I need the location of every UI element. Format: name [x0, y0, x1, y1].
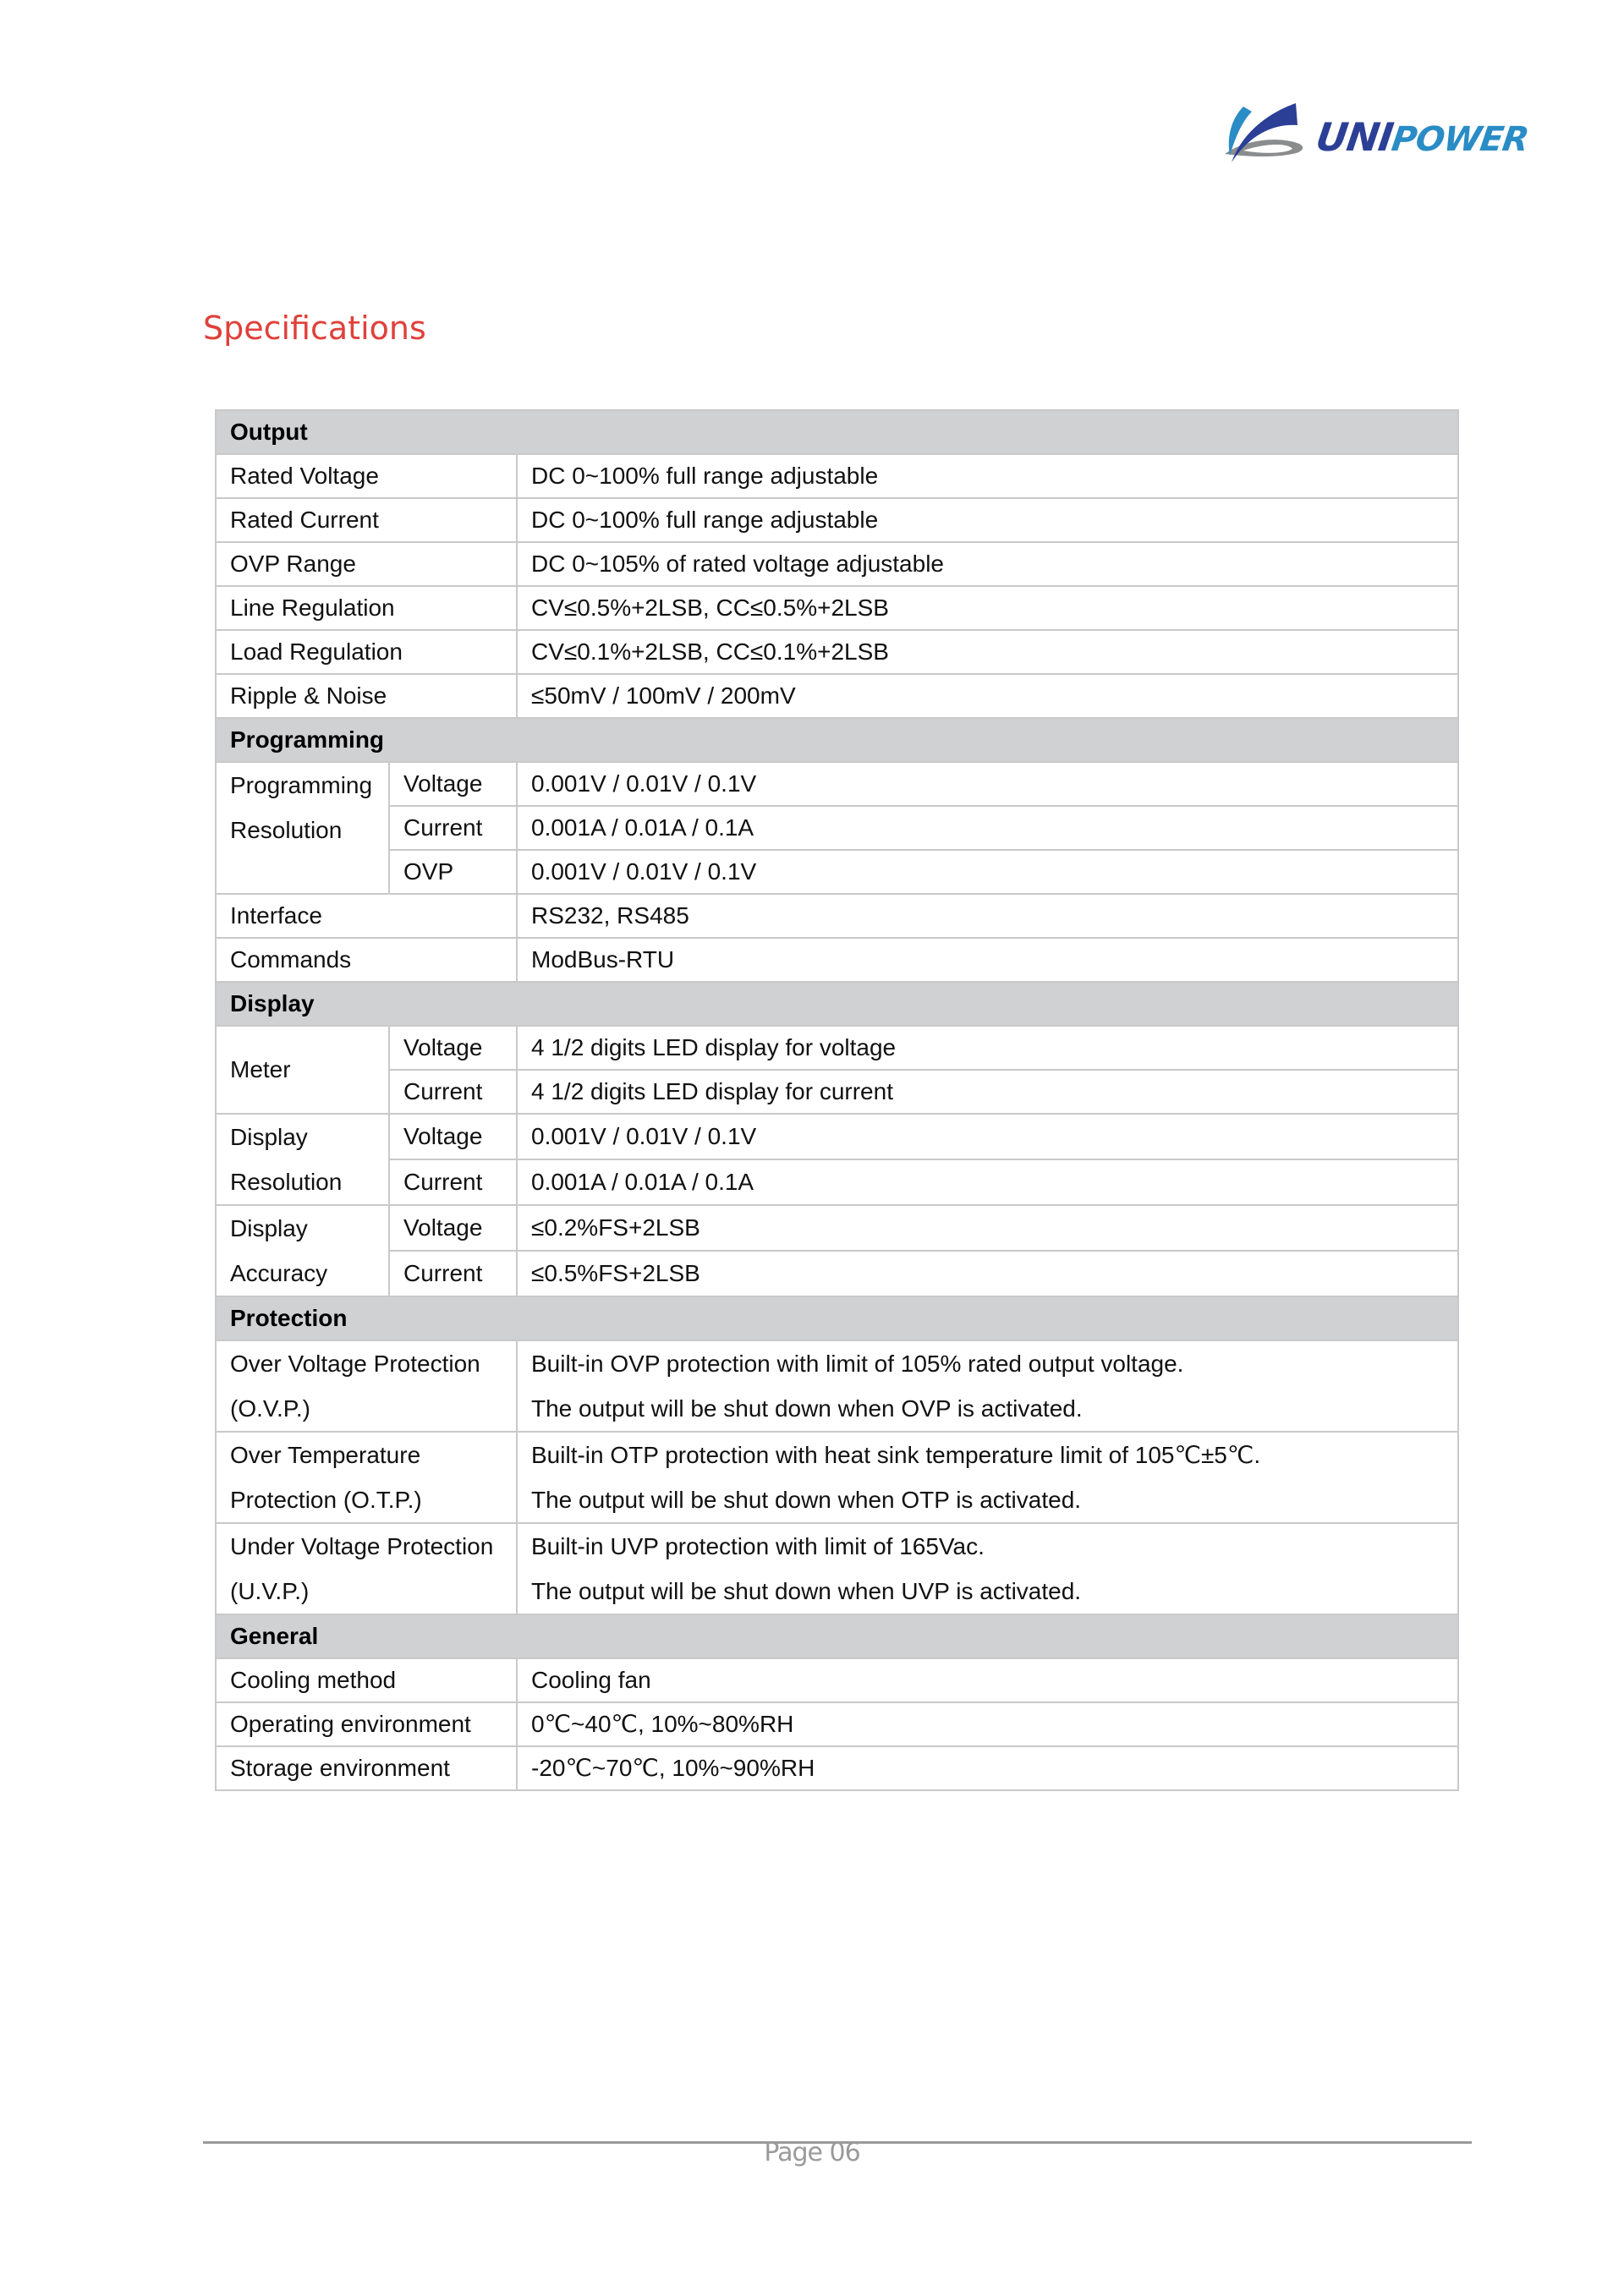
row-value: Cooling fan	[517, 1658, 1458, 1702]
row-label-meter: Meter	[216, 1026, 389, 1114]
table-row	[216, 1205, 1458, 1251]
table-row	[216, 850, 1458, 894]
table-row	[216, 762, 1458, 806]
row-label: Load Regulation	[216, 630, 517, 674]
table-row	[216, 1070, 1458, 1114]
row-value: 0.001V / 0.01V / 0.1V	[517, 850, 1458, 894]
table-row	[216, 586, 1458, 630]
value-line: Built-in UVP protection with limit of 165Vac.	[531, 1533, 985, 1559]
row-value: 0.001A / 0.01A / 0.1A	[517, 1159, 1458, 1205]
specifications-table	[215, 409, 1459, 1791]
table-row	[216, 454, 1458, 498]
row-label: Rated Current	[216, 498, 517, 542]
row-sublabel: Voltage	[389, 1114, 517, 1159]
row-label: Storage environment	[216, 1746, 517, 1790]
row-value: 0.001V / 0.01V / 0.1V	[517, 1114, 1458, 1159]
row-label-otp	[216, 1432, 517, 1523]
row-value: -20℃~70℃, 10%~90%RH	[517, 1746, 1458, 1790]
table-row	[216, 1702, 1458, 1746]
value-line: The output will be shut down when OTP is activated.	[531, 1487, 1082, 1513]
section-title: Protection	[216, 1296, 1458, 1340]
label-line: Display	[230, 1215, 308, 1241]
table-row	[216, 542, 1458, 586]
row-label: Line Regulation	[216, 586, 517, 630]
value-line: Built-in OTP protection with heat sink temperature limit of 105℃±5℃.	[531, 1442, 1261, 1468]
table-row	[216, 630, 1458, 674]
label-line: Resolution	[230, 817, 343, 843]
value-line: Built-in OVP protection with limit of 105% rated output voltage.	[531, 1351, 1184, 1377]
section-header-protection	[216, 1296, 1458, 1340]
table-row	[216, 1523, 1458, 1614]
unipower-swoosh-logo-icon	[1218, 95, 1311, 166]
row-value: DC 0~100% full range adjustable	[517, 498, 1458, 542]
table-row	[216, 938, 1458, 982]
row-value: 0℃~40℃, 10%~80%RH	[517, 1702, 1458, 1746]
table-row	[216, 674, 1458, 718]
row-label: Commands	[216, 938, 517, 982]
section-header-display	[216, 982, 1458, 1026]
row-value: 4 1/2 digits LED display for voltage	[517, 1026, 1458, 1070]
label-line: Resolution	[230, 1169, 343, 1195]
label-line: Display	[230, 1124, 308, 1150]
row-value: DC 0~100% full range adjustable	[517, 454, 1458, 498]
page-title: Specifications	[203, 310, 426, 347]
table-row	[216, 1658, 1458, 1702]
row-value-ovp	[517, 1340, 1458, 1432]
table-row	[216, 1746, 1458, 1790]
row-value: ≤0.2%FS+2LSB	[517, 1205, 1458, 1251]
value-line: The output will be shut down when UVP is activated.	[531, 1578, 1082, 1604]
row-value: CV≤0.1%+2LSB, CC≤0.1%+2LSB	[517, 630, 1458, 674]
label-line: Programming	[230, 772, 373, 798]
row-sublabel: Voltage	[389, 1026, 517, 1070]
row-value: ≤50mV / 100mV / 200mV	[517, 674, 1458, 718]
label-line: Over Temperature	[230, 1442, 421, 1468]
label-line: (O.V.P.)	[230, 1395, 310, 1422]
row-sublabel: Current	[389, 1070, 517, 1114]
row-label: OVP Range	[216, 542, 517, 586]
value-line: The output will be shut down when OVP is activated.	[531, 1395, 1083, 1422]
label-line: Under Voltage Protection	[230, 1533, 494, 1559]
row-sublabel: Voltage	[389, 762, 517, 806]
unipower-wordmark	[1313, 114, 1531, 160]
label-line: (U.V.P.)	[230, 1578, 310, 1604]
section-header-general	[216, 1614, 1458, 1658]
section-title: Programming	[216, 718, 1458, 762]
label-line: Accuracy	[230, 1260, 328, 1286]
table-row	[216, 1114, 1458, 1159]
section-header-programming	[216, 718, 1458, 762]
row-label: Ripple & Noise	[216, 674, 517, 718]
row-label-display-accuracy	[216, 1205, 389, 1296]
row-label-display-resolution	[216, 1114, 389, 1205]
row-label-uvp	[216, 1523, 517, 1614]
table-row	[216, 1026, 1458, 1070]
row-sublabel: Current	[389, 1251, 517, 1296]
row-value: ≤0.5%FS+2LSB	[517, 1251, 1458, 1296]
table-row	[216, 894, 1458, 938]
row-value: CV≤0.5%+2LSB, CC≤0.5%+2LSB	[517, 586, 1458, 630]
row-label: Interface	[216, 894, 517, 938]
row-label-ovp	[216, 1340, 517, 1432]
row-label: Operating environment	[216, 1702, 517, 1746]
page-number: Page 06	[764, 2138, 860, 2167]
table-row	[216, 498, 1458, 542]
row-label: Rated Voltage	[216, 454, 517, 498]
section-title: General	[216, 1614, 1458, 1658]
table-row	[216, 1340, 1458, 1432]
row-value: ModBus-RTU	[517, 938, 1458, 982]
row-value-uvp	[517, 1523, 1458, 1614]
wordmark-power: POWER	[1389, 120, 1531, 159]
section-title: Output	[216, 410, 1458, 454]
row-value: 0.001V / 0.01V / 0.1V	[517, 762, 1458, 806]
row-value: RS232, RS485	[517, 894, 1458, 938]
row-value: 0.001A / 0.01A / 0.1A	[517, 806, 1458, 850]
label-line: Over Voltage Protection	[230, 1351, 480, 1377]
row-value: DC 0~105% of rated voltage adjustable	[517, 542, 1458, 586]
row-sublabel: OVP	[389, 850, 517, 894]
row-label: Cooling method	[216, 1658, 517, 1702]
row-sublabel: Voltage	[389, 1205, 517, 1251]
row-value-otp	[517, 1432, 1458, 1523]
table-row	[216, 1159, 1458, 1205]
wordmark-uni: UNI	[1313, 114, 1396, 160]
section-title: Display	[216, 982, 1458, 1026]
section-header-output	[216, 410, 1458, 454]
label-line: Protection (O.T.P.)	[230, 1487, 422, 1513]
row-sublabel: Current	[389, 1159, 517, 1205]
row-sublabel: Current	[389, 806, 517, 850]
row-value: 4 1/2 digits LED display for current	[517, 1070, 1458, 1114]
table-row	[216, 806, 1458, 850]
table-row	[216, 1432, 1458, 1523]
row-label-programming-resolution	[216, 762, 389, 894]
table-row	[216, 1251, 1458, 1296]
